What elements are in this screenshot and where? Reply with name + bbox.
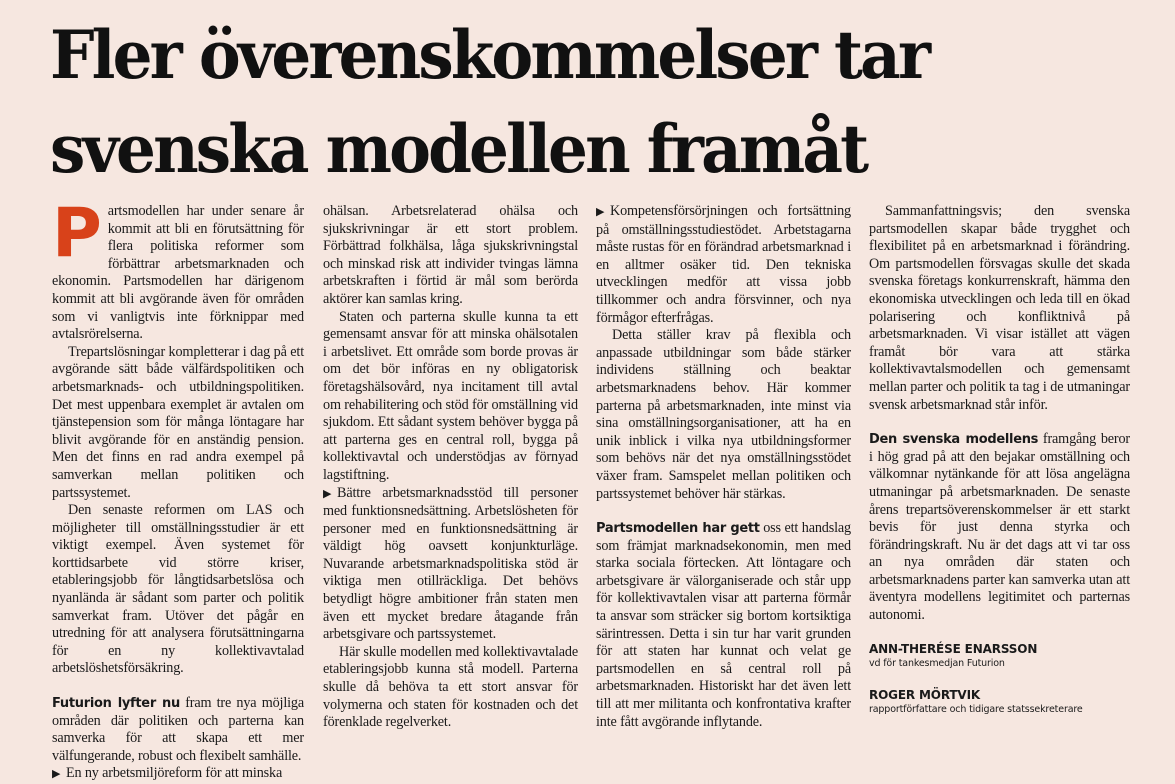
paragraph-text: framgång beror i hög grad på att den bejakar omställning och välkomnar nytänkande för att lösa angelägna utmaningar på arbetsmarknaden. De senaste årens trepartsöverenskommelser är ett starkt bevis för just denna styrka och förändringskraft. Nu är det dags att vi tar oss an nya områden där staten och arbetsmarknadens parter kan samverka utan att äventyra modellens legitimitet och parternas autonomi.	[869, 431, 1130, 624]
bullet-item	[596, 203, 851, 327]
paragraph: Sammanfattningsvis; den svenska partsmodellen skapar både trygghet och flexibilitet på en arbetsmarknad i förändring. Om partsmodellen försvagas skulle det skada svenska företags konkurrenskraft, hämma den ekonomiska utvecklingen och leda till en ökad polarisering och konfliktnivå på arbetsmarknaden. Vi visar istället att vägen framåt bör vara att stärka kollektivavtalsmodellen och gemensamt mellan parter och politik ta tag i de utmaningar svensk arbetsmarknad står inför.	[869, 203, 1130, 413]
bullet-item	[52, 765, 304, 784]
author-name-2: ROGER MÖRTVIK	[869, 687, 981, 702]
dropcap: P	[52, 194, 102, 273]
intro-paragraph	[52, 194, 304, 344]
triangle-bullet-icon: ▶	[52, 768, 61, 781]
bullet-text: Bättre arbetsmarknadsstöd till personer med funktionsnedsättning. Arbetslösheten för personer med en funktionsnedsättning är väldigt hög oavsett konjunkturläge. Nuvarande arbetsmarknadspolitiska stöd är viktiga men otillräckliga. Det behövs betydligt högre ambitioner från staten men även ett mycket bredare åtagande från arbetsgivare och partssystemet.	[323, 484, 578, 643]
paragraph-lead: Futurion lyfter nu	[52, 696, 180, 712]
paragraph	[52, 695, 304, 765]
paragraph: Detta ställer krav på flexibla och anpassade utbildningar som både stärker individens ställning och beaktar arbetsmarknadens behov. Här kommer parterna på arbetsmarknaden, inte minst via sina omställningsorganisationer, att ha en unik inblick i vilka nya utbildningsformer som behövs när det nya omställningsstödet växer fram. Samspelet mellan politiken och partssystemet behöver här stärkas.	[596, 327, 851, 502]
paragraph: Trepartslösningar kompletterar i dag på ett avgörande sätt både välfärdspolitiken och arbetsmarknads- och utbildningspolitiken. Det mest uppenbara exemplet är avtalen om tjänstepension som för många löntagare har blivit avgörande för en anständig pension. Men det finns en rad andra exempel på samverkan mellan politiken och partssystemet.	[52, 343, 304, 501]
intro-text: artsmodellen har under senare år kommit att bli en förutsättning för flera politiska reformer som förbättrar arbetsmarknaden och ekonomin. Partsmodellen har därigenom kommit att bli avgörande även för områden som vi vanligtvis inte förknippar med avtalsrörelserna.	[52, 203, 304, 343]
paragraph-text: fram tre nya möjliga områden där politiken och parterna kan samverka för att skapa ett mer välfungerande, robust och flexibelt samhälle.	[52, 695, 304, 764]
article-column-3	[596, 203, 851, 730]
headline-line-1: Fler överenskommelser tar	[50, 16, 929, 94]
headline	[50, 8, 1105, 196]
paragraph: Här skulle modellen med kollektivavtalade etableringsjobb kunna stå modell. Parterna skulle då behöva ta ett stort ansvar för volymerna och staten för kostnaden och det förenklade regelverket.	[323, 643, 578, 731]
paragraph-lead: Den svenska modellens	[869, 432, 1039, 448]
paragraph: Staten och parterna skulle kunna ta ett gemensamt ansvar för att minska ohälsotalen i arbetslivet. Ett område som borde provas är om det bör införas en ny obligatorisk företagshälsovård, nya incitament till avtal om rehabilitering och stöd för omställning vid sjukdom. Ett sådant system behöver bygga på att parterna ges en central roll, bygga på kollektivavtal och understödjas av förnyad lagstiftning.	[323, 308, 578, 483]
triangle-bullet-icon: ▶	[323, 487, 332, 500]
author-role-2: rapportförfattare och tidigare statssekreterare	[869, 703, 1083, 715]
article-column-1	[52, 194, 304, 782]
author-role-1: vd för tankesmedjan Futurion	[869, 657, 1005, 669]
paragraph-lead: Partsmodellen har gett	[596, 521, 760, 537]
bullet-text: En ny arbetsmiljöreform för att minska	[66, 765, 283, 782]
paragraph: ohälsan. Arbetsrelaterad ohälsa och sjukskrivningar är ett stort problem. Förbättrad folkhälsa, låga sjukskrivningstal och minskad risk att individer tvingas lämna arbetskraften i förtid är mål som berörda aktörer kan samlas kring.	[323, 203, 578, 307]
author-name-1: ANN-THERÉSE ENARSSON	[869, 641, 1038, 656]
paragraph	[596, 520, 851, 731]
headline-line-2: svenska modellen framåt	[50, 110, 867, 188]
paragraph	[869, 431, 1130, 625]
bullet-text: Kompetensförsörjningen och fortsättning på omställningsstudiestödet. Arbetstagarna måste rustas för en förändrad arbetsmarknad i en alltmer osäker tid. Den tekniska utvecklingen medför att vissa jobb tillkommer och andra försvinner, och nya förmågor efterfrågas.	[596, 203, 851, 326]
paragraph-text: oss ett handslag som främjat marknadsekonomin, men med starka sociala förtecken. Att löntagare och arbetsgivare är välorganiserade och står upp för kollektivavtalen visar att parterna förmår ta ansvar som sträcker sig bortom kortsiktiga särintressen. Detta i sin tur har varit grunden för att staten har kunnat och velat ge partsmodellen en så central roll på arbetsmarknaden. Historiskt har det även lett till att mer militanta och konfrontativa krafter inte fått avgörande inflytande.	[596, 520, 851, 730]
triangle-bullet-icon: ▶	[596, 206, 605, 218]
bullet-item	[323, 485, 578, 644]
article-column-2	[323, 203, 578, 731]
article-column-4	[869, 203, 1130, 715]
paragraph: Den senaste reformen om LAS och möjligheter till omställningsstudier är ett viktigt exempel. Även systemet för korttidsarbete vid större kriser, etableringsjobb för långtidsarbetslösa och nyanlända är sådant som parter och politik samverkat fram. Utöver det pågår en utredning för att analysera förutsättningarna för en ny kollektivavtalad arbetslöshetsförsäkring.	[52, 502, 304, 677]
